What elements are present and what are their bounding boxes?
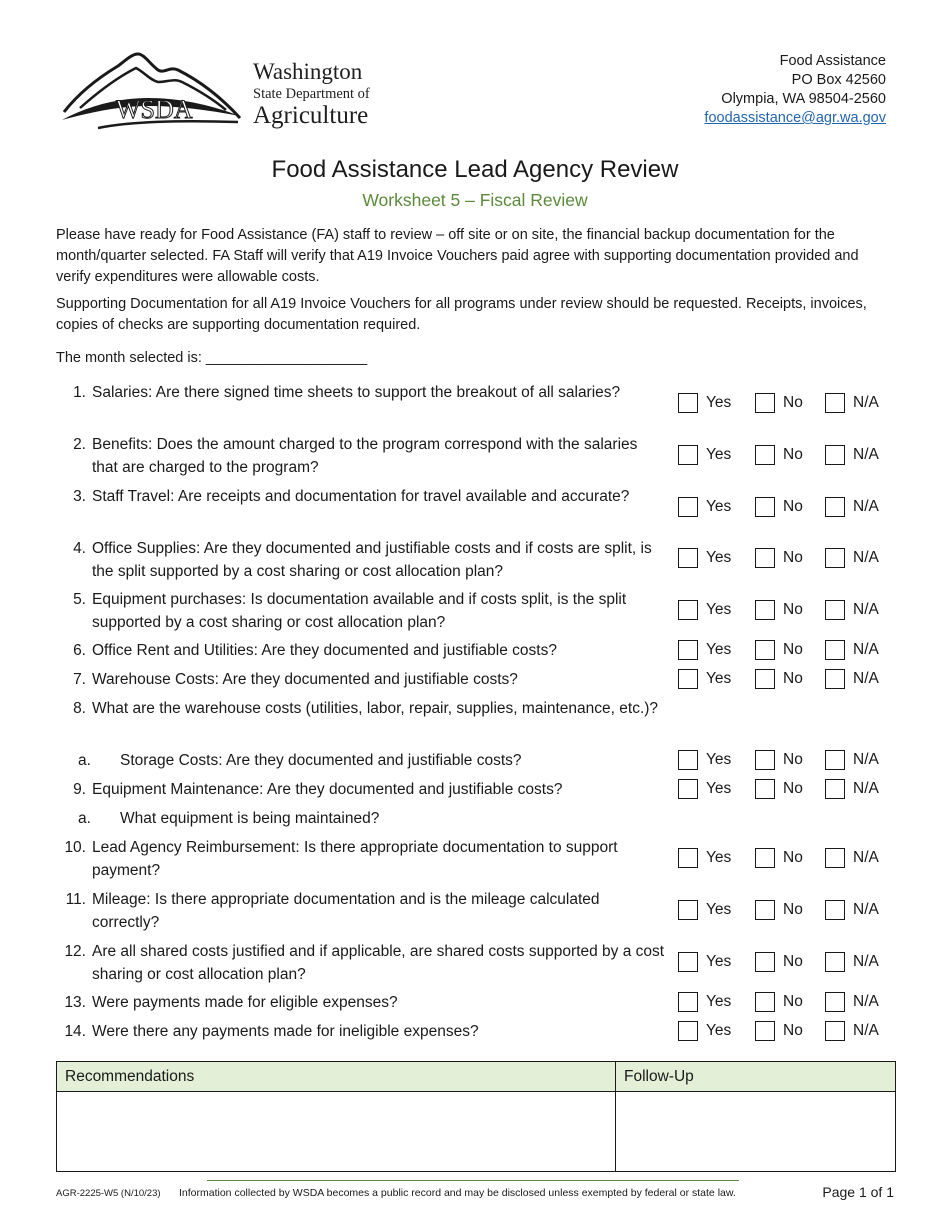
answer-options (678, 900, 898, 922)
checkbox-square (678, 952, 698, 972)
checkbox-square (678, 750, 698, 770)
option-label: Yes (706, 641, 732, 658)
option-label: No (783, 751, 803, 768)
question-row (56, 778, 666, 801)
option-label: Yes (706, 849, 732, 866)
option-label: No (783, 1022, 803, 1039)
checkbox-square (678, 992, 698, 1012)
answer-options (678, 750, 898, 772)
option-label: Yes (706, 498, 732, 515)
option-label: N/A (853, 993, 879, 1010)
option-label: Yes (706, 601, 732, 618)
option-label: No (783, 641, 803, 658)
yes-checkbox[interactable] (678, 900, 731, 920)
option-label: N/A (853, 901, 879, 918)
yes-checkbox[interactable] (678, 497, 731, 517)
option-label: N/A (853, 849, 879, 866)
question-number: a. (78, 810, 91, 827)
option-label: N/A (853, 1022, 879, 1039)
checkbox-square (755, 497, 775, 517)
question-text: Lead Agency Reimbursement: Is there appropriate documentation to support payment? (92, 839, 618, 879)
question-row (56, 807, 666, 830)
no-checkbox[interactable] (755, 900, 803, 920)
intro-paragraph-2: Supporting Documentation for all A19 Invoice Vouchers for all programs under review should be requested. Receipts, invoices, copies of checks are supporting documentation required. (56, 296, 867, 333)
no-checkbox[interactable] (755, 548, 803, 568)
question-row (56, 749, 666, 772)
checkbox-square (755, 779, 775, 799)
na-checkbox[interactable] (825, 848, 879, 868)
month-field[interactable]: The month selected is: ____________________ (56, 350, 368, 366)
yes-checkbox[interactable] (678, 750, 731, 770)
checkbox-square (825, 1021, 845, 1041)
checkbox-square (678, 640, 698, 660)
checkbox-square (755, 848, 775, 868)
question-number: 12. (64, 943, 86, 960)
question-row (56, 639, 666, 662)
checkbox-square (755, 1021, 775, 1041)
question-number: 10. (64, 839, 86, 856)
checkbox-square (825, 497, 845, 517)
question-text: Were payments made for eligible expenses? (92, 994, 398, 1011)
option-label: No (783, 993, 803, 1010)
question-row (56, 836, 666, 882)
option-label: Yes (706, 901, 732, 918)
yes-checkbox[interactable] (678, 848, 731, 868)
question-row (56, 381, 666, 404)
option-label: Yes (706, 780, 732, 797)
checkbox-square (755, 750, 775, 770)
checkbox-square (825, 445, 845, 465)
checkbox-square (678, 497, 698, 517)
question-text: Staff Travel: Are receipts and documentation for travel available and accurate? (92, 488, 630, 505)
checkbox-square (678, 548, 698, 568)
footer-disclaimer: Information collected by WSDA becomes a public record and may be disclosed unless exempted by federal or state law. (179, 1187, 736, 1199)
checkbox-square (678, 900, 698, 920)
address-city: Olympia, WA 98504-2560 (721, 91, 886, 107)
address-po-box: PO Box 42560 (791, 72, 886, 88)
recommendations-header: Recommendations (57, 1062, 616, 1092)
checkbox-square (825, 750, 845, 770)
question-row (56, 433, 666, 479)
na-checkbox[interactable] (825, 393, 879, 413)
question-text: Storage Costs: Are they documented and justifiable costs? (120, 752, 522, 769)
option-label: N/A (853, 394, 879, 411)
question-number: 5. (73, 591, 86, 608)
checkbox-square (825, 669, 845, 689)
question-number: 3. (73, 488, 86, 505)
email-link[interactable]: foodassistance@agr.wa.gov (704, 110, 886, 126)
question-number: 8. (73, 700, 86, 717)
logo-wordmark (253, 60, 370, 128)
option-label: Yes (706, 670, 732, 687)
yes-checkbox[interactable] (678, 445, 731, 465)
option-label: N/A (853, 446, 879, 463)
option-label: Yes (706, 446, 732, 463)
checkbox-square (755, 952, 775, 972)
question-number: 9. (73, 781, 86, 798)
option-label: No (783, 901, 803, 918)
question-number: 4. (73, 540, 86, 557)
question-text: Are all shared costs justified and if applicable, are shared costs supported by a cost sharing or cost allocation plan? (92, 943, 665, 983)
question-number: 6. (73, 642, 86, 659)
address-block (704, 52, 886, 128)
question-row (56, 1020, 666, 1043)
question-text: Warehouse Costs: Are they documented and justifiable costs? (92, 671, 518, 688)
wsda-logo (58, 48, 378, 134)
logo-badge-text: WSDA (116, 95, 193, 124)
na-checkbox[interactable] (825, 445, 879, 465)
answer-options (678, 600, 898, 622)
logo-line-1: Washington (253, 59, 363, 84)
option-label: Yes (706, 1022, 732, 1039)
question-row (56, 940, 666, 986)
na-checkbox[interactable] (825, 548, 879, 568)
question-text: Were there any payments made for ineligible expenses? (92, 1023, 479, 1040)
checkbox-square (678, 669, 698, 689)
option-label: No (783, 394, 803, 411)
yes-checkbox[interactable] (678, 669, 731, 689)
option-label: Yes (706, 394, 732, 411)
question-text: Mileage: Is there appropriate documentation and is the mileage calculated correctly? (92, 891, 600, 931)
na-checkbox[interactable] (825, 1021, 879, 1041)
question-row (56, 991, 666, 1014)
no-checkbox[interactable] (755, 445, 803, 465)
na-checkbox[interactable] (825, 600, 879, 620)
yes-checkbox[interactable] (678, 952, 731, 972)
form-id: AGR-2225-W5 (N/10/23) (56, 1188, 161, 1199)
question-row (56, 668, 666, 691)
checkbox-square (678, 445, 698, 465)
na-checkbox[interactable] (825, 992, 879, 1012)
address-name: Food Assistance (779, 53, 886, 69)
option-label: N/A (853, 549, 879, 566)
question-number: 2. (73, 436, 86, 453)
na-checkbox[interactable] (825, 640, 879, 660)
question-number: 7. (73, 671, 86, 688)
question-number: 11. (65, 891, 86, 908)
checkbox-square (825, 992, 845, 1012)
footer-divider (207, 1180, 739, 1181)
option-label: Yes (706, 751, 732, 768)
checkbox-square (678, 779, 698, 799)
checkbox-square (678, 393, 698, 413)
question-text: Salaries: Are there signed time sheets to support the breakout of all salaries? (92, 384, 621, 401)
checkbox-square (678, 600, 698, 620)
na-checkbox[interactable] (825, 669, 879, 689)
recommendations-input[interactable] (57, 1092, 616, 1172)
na-checkbox[interactable] (825, 952, 879, 972)
answer-options (678, 393, 898, 415)
yes-checkbox[interactable] (678, 393, 731, 413)
question-text: Benefits: Does the amount charged to the program correspond with the salaries that are charged to the program? (92, 436, 638, 476)
question-number: 14. (64, 1023, 86, 1040)
na-checkbox[interactable] (825, 750, 879, 770)
logo-line-2: State Department of (253, 86, 370, 102)
no-checkbox[interactable] (755, 952, 803, 972)
checkbox-square (825, 952, 845, 972)
checkbox-square (755, 992, 775, 1012)
na-checkbox[interactable] (825, 779, 879, 799)
option-label: No (783, 549, 803, 566)
recommendations-table (56, 1061, 896, 1172)
yes-checkbox[interactable] (678, 600, 731, 620)
checkbox-square (755, 900, 775, 920)
checkbox-square (755, 669, 775, 689)
question-text: Office Rent and Utilities: Are they documented and justifiable costs? (92, 642, 557, 659)
question-number: 13. (64, 994, 86, 1011)
option-label: Yes (706, 953, 732, 970)
no-checkbox[interactable] (755, 1021, 803, 1041)
checkbox-square (825, 779, 845, 799)
answer-options (678, 548, 898, 570)
checkbox-square (825, 848, 845, 868)
option-label: No (783, 670, 803, 687)
yes-checkbox[interactable] (678, 548, 731, 568)
question-text: Equipment Maintenance: Are they documented and justifiable costs? (92, 781, 563, 798)
answer-options (678, 992, 898, 1014)
no-checkbox[interactable] (755, 992, 803, 1012)
no-checkbox[interactable] (755, 640, 803, 660)
no-checkbox[interactable] (755, 779, 803, 799)
checkbox-square (755, 393, 775, 413)
answer-options (678, 497, 898, 519)
logo-line-3: Agriculture (253, 101, 369, 129)
option-label: N/A (853, 751, 879, 768)
question-row (56, 888, 666, 934)
answer-options (678, 952, 898, 974)
checkbox-square (755, 548, 775, 568)
option-label: N/A (853, 780, 879, 797)
checkbox-square (825, 640, 845, 660)
option-label: N/A (853, 953, 879, 970)
option-label: Yes (706, 549, 732, 566)
page-number: Page 1 of 1 (822, 1184, 894, 1200)
yes-checkbox[interactable] (678, 640, 731, 660)
na-checkbox[interactable] (825, 497, 879, 517)
option-label: No (783, 780, 803, 797)
no-checkbox[interactable] (755, 669, 803, 689)
checkbox-square (825, 393, 845, 413)
question-text: Office Supplies: Are they documented and justifiable costs and if costs are split, is the split supported by a cost sharing or cost allocation plan? (92, 540, 652, 580)
option-label: No (783, 953, 803, 970)
no-checkbox[interactable] (755, 848, 803, 868)
option-label: N/A (853, 641, 879, 658)
no-checkbox[interactable] (755, 393, 803, 413)
yes-checkbox[interactable] (678, 1021, 731, 1041)
checkbox-square (755, 445, 775, 465)
checkbox-square (678, 848, 698, 868)
option-label: No (783, 601, 803, 618)
question-text: What are the warehouse costs (utilities, labor, repair, supplies, maintenance, etc.)? (92, 700, 659, 717)
answer-options (678, 669, 898, 691)
answer-options (678, 848, 898, 870)
question-row (56, 485, 666, 508)
checkbox-square (825, 548, 845, 568)
follow-up-input[interactable] (616, 1092, 896, 1172)
intro-paragraph-1: Please have ready for Food Assistance (FA) staff to review – off site or on site, the financial backup documentation for the month/quarter selected. FA Staff will verify that A19 Invoice Vouchers paid agree with supporting documentation provided and verify expenditures were allowable costs. (56, 227, 859, 285)
question-text: What equipment is being maintained? (120, 810, 380, 827)
question-row (56, 697, 666, 720)
answer-options (678, 779, 898, 801)
page-subtitle: Worksheet 5 – Fiscal Review (362, 190, 588, 210)
checkbox-square (678, 1021, 698, 1041)
checkbox-square (825, 900, 845, 920)
mountain-logo-icon (58, 48, 248, 134)
no-checkbox[interactable] (755, 497, 803, 517)
option-label: No (783, 849, 803, 866)
follow-up-header: Follow-Up (616, 1062, 896, 1092)
no-checkbox[interactable] (755, 600, 803, 620)
question-number: a. (78, 752, 91, 769)
checkbox-square (755, 600, 775, 620)
option-label: N/A (853, 670, 879, 687)
question-row (56, 588, 666, 634)
answer-options (678, 640, 898, 662)
answer-options (678, 1021, 898, 1043)
question-number: 1. (73, 384, 86, 401)
checkbox-square (755, 640, 775, 660)
yes-checkbox[interactable] (678, 992, 731, 1012)
checkbox-square (825, 600, 845, 620)
option-label: No (783, 446, 803, 463)
page-title: Food Assistance Lead Agency Review (271, 156, 679, 183)
answer-options (678, 445, 898, 467)
question-row (56, 537, 666, 583)
na-checkbox[interactable] (825, 900, 879, 920)
option-label: No (783, 498, 803, 515)
yes-checkbox[interactable] (678, 779, 731, 799)
no-checkbox[interactable] (755, 750, 803, 770)
option-label: Yes (706, 993, 732, 1010)
option-label: N/A (853, 498, 879, 515)
option-label: N/A (853, 601, 879, 618)
question-text: Equipment purchases: Is documentation available and if costs split, is the split supported by a cost sharing or cost allocation plan? (92, 591, 627, 631)
